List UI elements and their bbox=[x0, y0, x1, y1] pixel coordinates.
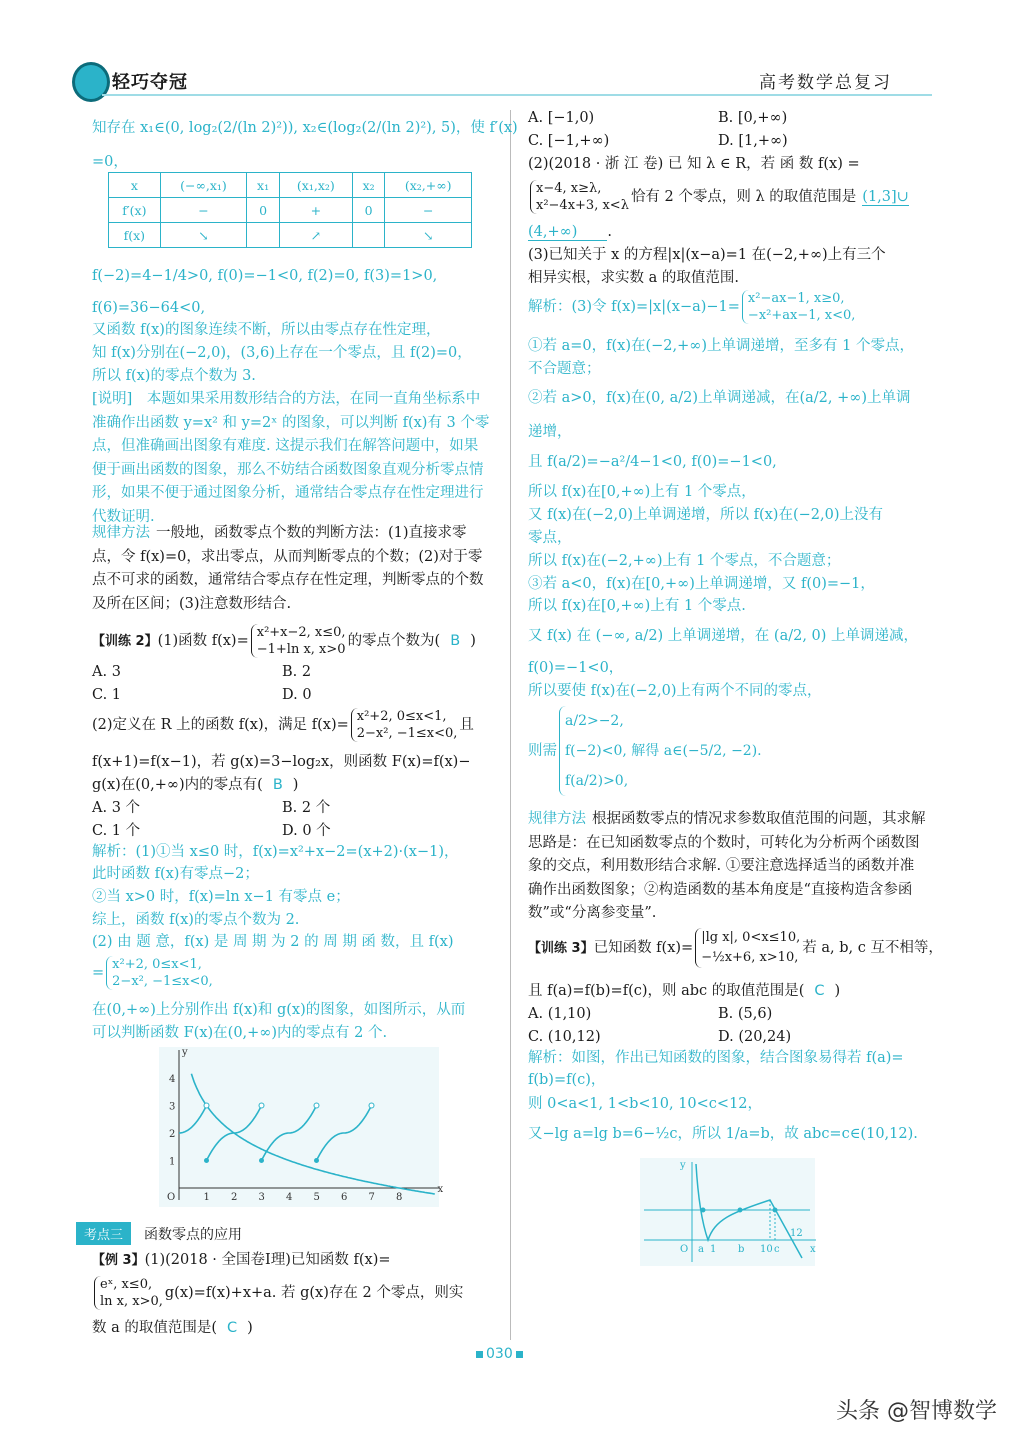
question-text: 若 a, b, c 互不相等， bbox=[802, 940, 943, 956]
logo-icon bbox=[72, 62, 110, 102]
piece: x²−4x+3, x<λ bbox=[536, 198, 629, 213]
table-cell: (x₂,+∞) bbox=[385, 173, 472, 198]
piece: −½x+6, x>10, bbox=[701, 950, 799, 965]
x-tick-label: 5 bbox=[313, 1192, 320, 1203]
answer: (4,+∞) bbox=[528, 224, 607, 241]
solution-line bbox=[528, 706, 764, 796]
piece: x²+2, 0≤x<1, bbox=[356, 709, 447, 724]
page-number-text: 030 bbox=[486, 1346, 513, 1362]
question-text: 且 bbox=[459, 717, 474, 733]
open-point bbox=[259, 1103, 264, 1108]
filled-point bbox=[314, 1158, 319, 1163]
option: D. 0 个 bbox=[282, 823, 331, 839]
x-tick-label: 1 bbox=[203, 1192, 210, 1203]
question-text: (2)(2018 · 浙 江 卷) 已 知 λ ∈ R，若 函 数 f(x) = bbox=[528, 156, 860, 172]
question-text: ) bbox=[292, 777, 299, 793]
graph-f-and-g bbox=[155, 1045, 445, 1210]
option: D. 0 bbox=[282, 687, 312, 703]
solution-line: (2) 由 题 意，f(x) 是 周 期 为 2 的 周 期 函 数，且 f(x) bbox=[92, 934, 454, 950]
piece: 2−x², −1≤x<0, bbox=[112, 974, 213, 989]
option: B. [0,+∞) bbox=[718, 110, 788, 126]
solution-line: f(−2)=4−1/4>0, f(0)=−1<0, f(2)=0, f(3)=1>0, bbox=[92, 268, 438, 284]
watermark: 头条 @智博数学 bbox=[836, 1399, 997, 1424]
table-cell: x bbox=[109, 173, 161, 198]
label-a: a bbox=[698, 1244, 704, 1255]
label-twelve: 12 bbox=[790, 1228, 803, 1239]
label-origin: O bbox=[680, 1244, 689, 1255]
solution-line: 知存在 x₁∈(0, log₂(2/(ln 2)²)), x₂∈(log₂(2/(ln 2)²), 5)，使 f′(x) bbox=[92, 120, 518, 136]
graph-background bbox=[640, 1158, 815, 1266]
table-cell: ↗ bbox=[279, 223, 352, 248]
header-rule bbox=[102, 94, 932, 96]
solution-line: 在(0,+∞)上分别作出 f(x)和 g(x)的图象，如图所示，从而 bbox=[92, 1002, 466, 1018]
solution-line: 所以要使 f(x)在(−2,0)上有两个不同的零点， bbox=[528, 683, 822, 699]
x-tick-label: 6 bbox=[341, 1192, 348, 1203]
question-text: . bbox=[607, 224, 612, 240]
table-cell: 0 bbox=[352, 198, 385, 223]
piece: f(−2)<0, 解得 a∈(−5/2, −2). bbox=[565, 743, 762, 759]
question-text: 的零点个数为( bbox=[347, 633, 441, 649]
table-cell: ↘ bbox=[385, 223, 472, 248]
piece: |lg x|, 0<x≤10, bbox=[701, 930, 801, 945]
solution-line: 又 f(x) 在 (−∞, a/2) 上单调递增，在 (a/2, 0) 上单调递减， bbox=[528, 628, 919, 644]
y-tick-label: 1 bbox=[169, 1156, 176, 1168]
column-divider bbox=[510, 110, 511, 1340]
method-label: 规律方法 bbox=[528, 811, 586, 827]
answer: B bbox=[450, 633, 461, 649]
answer: C bbox=[227, 1320, 238, 1336]
table-cell: f′(x) bbox=[109, 198, 161, 223]
table-cell: x₂ bbox=[352, 173, 385, 198]
solution-line: 递增， bbox=[528, 424, 572, 440]
table-cell bbox=[247, 223, 280, 248]
piecewise bbox=[94, 1276, 163, 1310]
piece: x²+x−2, x≤0, bbox=[256, 625, 346, 640]
example3-line1 bbox=[92, 1250, 391, 1271]
open-point bbox=[369, 1103, 374, 1108]
piece: 2−x², −1≤x<0, bbox=[356, 726, 458, 741]
solution-line: 又−lg a=lg b=6−½c，所以 1/a=b，故 abc=c∈(10,12). bbox=[528, 1126, 918, 1142]
method-text: 一般地，函数零点个数的判断方法：(1)直接求零点，令 f(x)=0，求出零点，从而判断零点的个数；(2)对于零点不可求的函数，通常结合零点存在性定理，判断零点的个数及所在区间；(3)注意数形结合. bbox=[92, 525, 484, 612]
question-text: ) bbox=[470, 633, 476, 649]
x-tick-label: 7 bbox=[368, 1192, 375, 1203]
piece: f(a/2)>0, bbox=[565, 773, 629, 789]
training2-q2-end bbox=[92, 775, 298, 795]
solution-line: 综上，函数 f(x)的零点个数为 2. bbox=[92, 912, 300, 928]
piece: ln x, x>0, bbox=[100, 1294, 163, 1309]
question-text: 且 f(a)=f(b)=f(c)，则 abc 的取值范围是( bbox=[528, 983, 805, 999]
option: D. (20,24) bbox=[718, 1029, 792, 1045]
solution-line: ②当 x>0 时，f(x)=ln x−1 有零点 e； bbox=[92, 889, 350, 905]
solution-line: ③若 a<0，f(x)在[0,+∞)上单调递增，又 f(0)=−1， bbox=[528, 576, 875, 592]
question-line bbox=[528, 222, 612, 242]
table-cell: f(x) bbox=[109, 223, 161, 248]
origin-label: O bbox=[167, 1192, 176, 1203]
solution-text: 解析：(3)令 f(x)=|x|(x−a)−1= bbox=[528, 299, 740, 315]
question-text: g(x)=f(x)+x+a. 若 g(x)存在 2 个零点，则实 bbox=[164, 1285, 464, 1301]
option: A. [−1,0) bbox=[528, 110, 595, 126]
section-title: 函数零点的应用 bbox=[144, 1227, 242, 1243]
solution-line bbox=[528, 290, 857, 324]
x-tick-label: 3 bbox=[258, 1192, 265, 1203]
piece: x²−ax−1, x≥0, bbox=[747, 291, 845, 306]
table-cell: ↘ bbox=[160, 223, 247, 248]
label-b: b bbox=[738, 1244, 745, 1255]
solution-text: 则需 bbox=[528, 743, 557, 759]
filled-point bbox=[204, 1158, 209, 1163]
method-paragraph bbox=[92, 522, 492, 616]
piecewise bbox=[559, 706, 762, 796]
question-text: (2)定义在 R 上的函数 f(x)，满足 f(x)= bbox=[92, 717, 349, 733]
question-text: (1)(2018 · 全国卷Ⅰ理)已知函数 f(x)= bbox=[144, 1252, 391, 1268]
intersection-point bbox=[701, 1208, 706, 1213]
option: D. [1,+∞) bbox=[718, 133, 788, 149]
solution-line: 且 f(a/2)=−a²/4−1<0, f(0)=−1<0, bbox=[528, 454, 777, 470]
table-cell: + bbox=[279, 198, 352, 223]
answer: (1,3]∪ bbox=[862, 189, 909, 205]
option: A. 3 个 bbox=[92, 800, 141, 816]
option: A. 3 bbox=[92, 664, 121, 680]
method-paragraph bbox=[528, 808, 928, 926]
solution-line: 不合题意； bbox=[528, 361, 601, 377]
solution-line: 可以判断函数 F(x)在(0,+∞)内的零点有 2 个. bbox=[92, 1025, 388, 1041]
question-text: g(x)在(0,+∞)内的零点有( bbox=[92, 777, 263, 793]
brand: 轻巧夺冠 bbox=[112, 72, 188, 93]
solution-line: 又函数 f(x)的图象连续不断，所以由零点存在性定理， bbox=[92, 322, 441, 338]
example3-line2 bbox=[92, 1276, 463, 1310]
label-y: y bbox=[680, 1160, 686, 1171]
label-ten: 10 bbox=[760, 1244, 773, 1255]
piecewise bbox=[695, 928, 800, 968]
piecewise bbox=[530, 180, 629, 214]
training-tag: 【训练 2】 bbox=[92, 634, 158, 649]
square-icon bbox=[516, 1351, 523, 1358]
solution-line: =0， bbox=[92, 154, 128, 170]
question-text: 相异实根，求实数 a 的取值范围. bbox=[528, 270, 739, 286]
variation-table bbox=[108, 172, 472, 248]
question-text: 已知函数 f(x)= bbox=[593, 940, 694, 956]
table-cell: x₁ bbox=[247, 173, 280, 198]
solution-line: ①若 a=0，f(x)在(−2,+∞)上单调递增，至多有 1 个零点， bbox=[528, 338, 914, 354]
question-text: 恰有 2 个零点，则 λ 的取值范围是 bbox=[630, 189, 857, 205]
solution-line: 又 f(x)在(−2,0)上单调递增，所以 f(x)在(−2,0)上没有 bbox=[528, 507, 883, 523]
option: C. [−1,+∞) bbox=[528, 133, 610, 149]
solution-line: 零点， bbox=[528, 530, 572, 546]
solution-line: =x²+2, 0≤x<1, 2−x², −1≤x<0, bbox=[92, 957, 213, 989]
method-label: 规律方法 bbox=[92, 525, 150, 541]
question-text: f(x+1)=f(x−1)，若 g(x)=3−log₂x，则函数 F(x)=f(x)− bbox=[92, 754, 471, 770]
training2-q2 bbox=[92, 708, 474, 742]
table-cell: − bbox=[385, 198, 472, 223]
solution-line: f(6)=36−64<0, bbox=[92, 300, 206, 316]
piece: x²+2, 0≤x<1, bbox=[112, 957, 202, 972]
page-number bbox=[476, 1346, 523, 1362]
graph-background bbox=[159, 1047, 439, 1207]
table-cell: 0 bbox=[247, 198, 280, 223]
solution-line: 所以 f(x)在[0,+∞)上有 1 个零点. bbox=[528, 598, 746, 614]
book-title: 高考数学总复习 bbox=[759, 73, 892, 93]
option: C. (10,12) bbox=[528, 1029, 601, 1045]
example3-line3 bbox=[92, 1318, 253, 1338]
example-tag: 【例 3】 bbox=[92, 1253, 145, 1268]
solution-line: 知 f(x)分别在(−2,0)，(3,6)上存在一个零点，且 f(2)=0， bbox=[92, 345, 472, 361]
open-point bbox=[204, 1103, 209, 1108]
option: C. 1 个 bbox=[92, 823, 141, 839]
filled-point bbox=[259, 1158, 264, 1163]
solution-line: 所以 f(x)在(−2,+∞)上有 1 个零点，不合题意； bbox=[528, 553, 841, 569]
table-cell: − bbox=[160, 198, 247, 223]
piece: x−4, x≥λ, bbox=[536, 181, 602, 196]
note-paragraph: [说明] 本题如果采用数形结合的方法，在同一直角坐标系中准确作出函数 y=x² 和 y=2ˣ 的图象，可以判断 f(x)有 3 个零点，但准确画出图象有难度. 这提示我们在解答问题中，如果便于画出函数的图象，那么不妨结合函数图象直观分析零点情形，如果不便于通过图象分析，通常结合零点存在性定理进行代数证明. bbox=[92, 391, 490, 525]
training3-line1 bbox=[528, 928, 943, 969]
option: B. 2 个 bbox=[282, 800, 331, 816]
question-text: 数 a 的取值范围是( bbox=[92, 1320, 218, 1336]
label-c: c bbox=[774, 1244, 780, 1255]
training-tag: 【训练 3】 bbox=[528, 941, 594, 956]
y-tick-label: 3 bbox=[169, 1101, 176, 1113]
answer: C bbox=[814, 983, 825, 999]
table-cell bbox=[352, 223, 385, 248]
solution-line: 所以 f(x)在[0,+∞)上有 1 个零点， bbox=[528, 484, 756, 500]
table-cell: (x₁,x₂) bbox=[279, 173, 352, 198]
piecewise bbox=[742, 290, 855, 324]
question-text: (3)已知关于 x 的方程|x|(x−a)=1 在(−2,+∞)上有三个 bbox=[528, 247, 886, 263]
piece: −x²+ax−1, x<0, bbox=[747, 308, 856, 323]
table-cell: (−∞,x₁) bbox=[160, 173, 247, 198]
training2-q1 bbox=[92, 624, 476, 659]
solution-line: f(b)=f(c)， bbox=[528, 1072, 606, 1088]
solution-line: 解析：(1)①当 x≤0 时，f(x)=x²+x−2=(x+2)·(x−1)， bbox=[92, 844, 459, 860]
x-axis-label: x bbox=[437, 1184, 444, 1195]
option: C. 1 bbox=[92, 687, 122, 703]
option: A. (1,10) bbox=[528, 1006, 592, 1022]
x-tick-label: 2 bbox=[231, 1192, 238, 1203]
solution-line: 所以 f(x)的零点个数为 3. bbox=[92, 368, 256, 384]
open-point bbox=[314, 1103, 319, 1108]
x-tick-label: 4 bbox=[286, 1192, 293, 1203]
answer: B bbox=[272, 777, 283, 793]
graph-lg-function bbox=[640, 1158, 820, 1268]
header bbox=[62, 60, 932, 102]
solution-line: 此时函数 f(x)有零点−2； bbox=[92, 866, 259, 882]
y-tick-label: 4 bbox=[169, 1074, 176, 1085]
y-axis-label: y bbox=[182, 1047, 188, 1058]
piecewise bbox=[106, 956, 213, 990]
piece: a/2>−2, bbox=[565, 713, 624, 729]
question-text: ) bbox=[247, 1320, 253, 1336]
section-heading bbox=[76, 1222, 496, 1246]
option: B. (5,6) bbox=[718, 1006, 773, 1022]
method-text: 根据函数零点的情况求参数取值范围的问题，其求解思路是：在已知函数零点的个数时，可转化为分析两个函数图象的交点，利用数形结合求解. ①要注意选择适当的函数并准确作出函数图象；②构造函数的基本角度是“直接构造含参函数”或“分离参变量”. bbox=[528, 811, 926, 921]
solution-line: f(0)=−1<0， bbox=[528, 660, 624, 676]
piecewise bbox=[251, 624, 346, 658]
intersection-point bbox=[738, 1208, 743, 1213]
piece: eˣ, x≤0, bbox=[100, 1277, 153, 1292]
y-tick-label: 2 bbox=[169, 1129, 176, 1140]
question-text: ) bbox=[834, 983, 841, 999]
piece: −1+ln x, x>0 bbox=[256, 642, 346, 657]
label-x: x bbox=[810, 1244, 816, 1255]
x-tick-label: 8 bbox=[396, 1192, 403, 1203]
section-label: 考点三 bbox=[76, 1222, 131, 1245]
piecewise bbox=[351, 708, 458, 742]
option: B. 2 bbox=[282, 664, 312, 680]
square-icon bbox=[476, 1351, 483, 1358]
question-line bbox=[528, 180, 909, 214]
solution-line: ②若 a>0，f(x)在(0, a/2)上单调递减，在(a/2, +∞)上单调 bbox=[528, 390, 911, 406]
label-one: 1 bbox=[710, 1244, 717, 1255]
solution-line: 则 0<a<1, 1<b<10, 10<c<12， bbox=[528, 1096, 763, 1112]
question-text: (1)函数 f(x)= bbox=[157, 633, 249, 649]
training3-line2 bbox=[528, 981, 840, 1001]
solution-line: 解析：如图，作出已知函数的图象，结合图象易得若 f(a)= bbox=[528, 1050, 904, 1066]
